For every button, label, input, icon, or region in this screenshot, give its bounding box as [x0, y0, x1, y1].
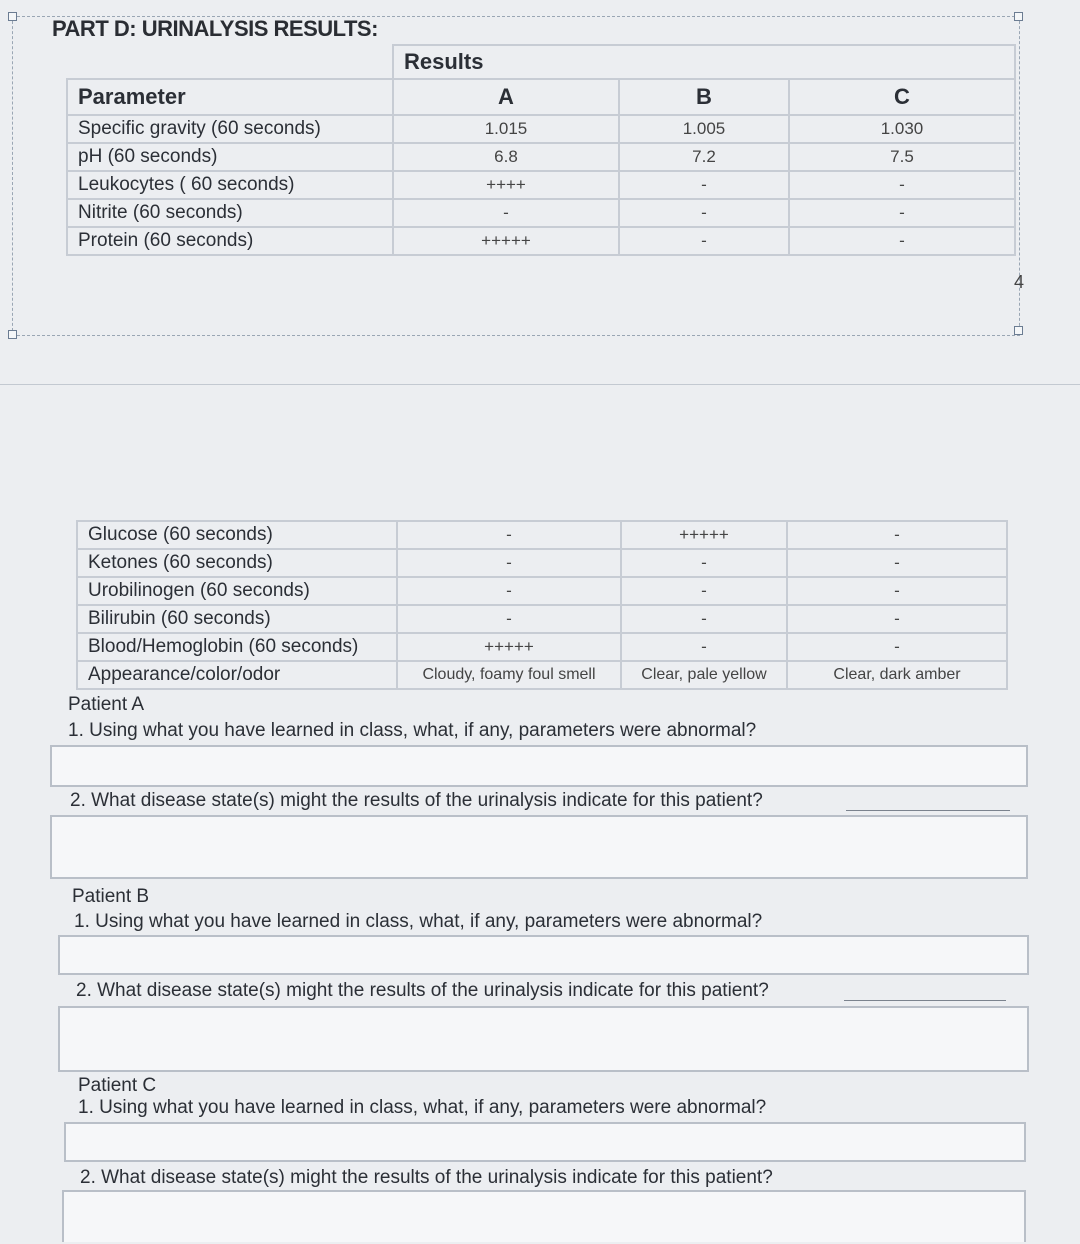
param-cell: Protein (60 seconds): [67, 227, 393, 255]
results-table-top: [66, 44, 1016, 256]
param-cell: Appearance/color/odor: [77, 661, 397, 689]
patient-a-question-2: 2. What disease state(s) might the results of the urinalysis indicate for this patient?: [70, 790, 763, 811]
value-a: ++++: [393, 171, 619, 199]
value-b: -: [621, 633, 787, 661]
value-c: 7.5: [789, 143, 1015, 171]
value-a: -: [397, 577, 621, 605]
answer-underline: [844, 1000, 1006, 1001]
value-c: -: [787, 549, 1007, 577]
patient-a-question-1: 1. Using what you have learned in class, what, if any, parameters were abnormal?: [68, 720, 757, 741]
value-a: Cloudy, foamy foul smell: [397, 661, 621, 689]
param-cell: pH (60 seconds): [67, 143, 393, 171]
page-break: [0, 384, 1080, 385]
value-c: -: [787, 521, 1007, 549]
table-row: [77, 521, 1007, 549]
param-cell: Leukocytes ( 60 seconds): [67, 171, 393, 199]
value-a: -: [393, 199, 619, 227]
value-c: -: [787, 633, 1007, 661]
table-row: [67, 143, 1015, 171]
value-a: -: [397, 605, 621, 633]
value-c: Clear, dark amber: [787, 661, 1007, 689]
param-cell: Ketones (60 seconds): [77, 549, 397, 577]
value-c: -: [787, 577, 1007, 605]
patient-b-answer-1[interactable]: [58, 935, 1029, 975]
patient-c-answer-2[interactable]: [62, 1190, 1026, 1242]
value-a: +++++: [393, 227, 619, 255]
patient-b-answer-2[interactable]: [58, 1006, 1029, 1072]
blank-cell: [67, 45, 393, 79]
results-table-bottom: [76, 520, 1008, 690]
resize-handle[interactable]: [8, 12, 17, 21]
patient-c-question-2: 2. What disease state(s) might the results of the urinalysis indicate for this patient?: [80, 1167, 773, 1188]
value-c: -: [789, 227, 1015, 255]
col-header-a: A: [393, 79, 619, 115]
patient-c-label: Patient C: [78, 1075, 157, 1096]
resize-handle[interactable]: [8, 330, 17, 339]
table-row: [77, 549, 1007, 577]
value-b: -: [619, 227, 789, 255]
value-c: -: [789, 171, 1015, 199]
value-b: -: [621, 549, 787, 577]
value-a: -: [397, 521, 621, 549]
value-a: +++++: [397, 633, 621, 661]
col-header-parameter: Parameter: [67, 79, 393, 115]
value-c: -: [787, 605, 1007, 633]
resize-handle[interactable]: [1014, 326, 1023, 335]
patient-c-question-1: 1. Using what you have learned in class, what, if any, parameters were abnormal?: [78, 1097, 767, 1118]
table-row: [67, 171, 1015, 199]
value-b: 1.005: [619, 115, 789, 143]
value-b: 7.2: [619, 143, 789, 171]
col-header-b: B: [619, 79, 789, 115]
value-a: 6.8: [393, 143, 619, 171]
table-row: [67, 199, 1015, 227]
value-c: -: [789, 199, 1015, 227]
param-cell: Nitrite (60 seconds): [67, 199, 393, 227]
patient-a-answer-2[interactable]: [50, 815, 1028, 879]
param-cell: Bilirubin (60 seconds): [77, 605, 397, 633]
param-cell: Urobilinogen (60 seconds): [77, 577, 397, 605]
param-cell: Glucose (60 seconds): [77, 521, 397, 549]
col-header-c: C: [789, 79, 1015, 115]
value-b: +++++: [621, 521, 787, 549]
value-a: 1.015: [393, 115, 619, 143]
param-cell: Specific gravity (60 seconds): [67, 115, 393, 143]
value-b: -: [619, 171, 789, 199]
answer-underline: [846, 810, 1010, 811]
page-number: 4: [1014, 272, 1025, 292]
page-title: PART D: URINALYSIS RESULTS:: [52, 16, 378, 41]
value-b: -: [621, 605, 787, 633]
value-b: -: [619, 199, 789, 227]
patient-c-answer-1[interactable]: [64, 1122, 1026, 1162]
patient-a-label: Patient A: [68, 694, 145, 715]
patient-b-question-2: 2. What disease state(s) might the results of the urinalysis indicate for this patient?: [76, 980, 769, 1001]
value-b: -: [621, 577, 787, 605]
table-row: [67, 227, 1015, 255]
resize-handle[interactable]: [1014, 12, 1023, 21]
patient-b-question-1: 1. Using what you have learned in class, what, if any, parameters were abnormal?: [74, 911, 763, 932]
patient-b-label: Patient B: [72, 886, 150, 907]
patient-a-answer-1[interactable]: [50, 745, 1028, 787]
results-header: Results: [393, 45, 1015, 79]
value-b: Clear, pale yellow: [621, 661, 787, 689]
table-row: [67, 115, 1015, 143]
table-row: [77, 633, 1007, 661]
table-row: [77, 577, 1007, 605]
value-c: 1.030: [789, 115, 1015, 143]
table-row: [77, 605, 1007, 633]
table-row: [77, 661, 1007, 689]
param-cell: Blood/Hemoglobin (60 seconds): [77, 633, 397, 661]
value-a: -: [397, 549, 621, 577]
